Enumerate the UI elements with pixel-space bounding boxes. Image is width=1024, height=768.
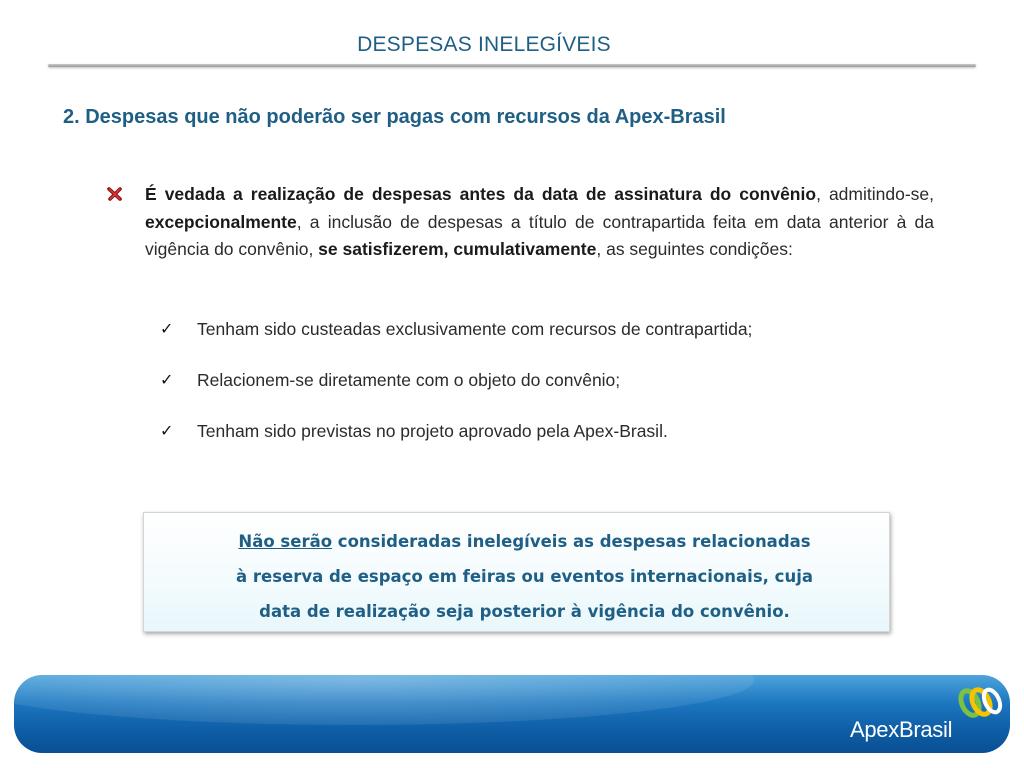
callout-underlined-text: Não serão (238, 532, 333, 551)
brand-logo-text: ApexBrasil (850, 717, 953, 742)
footer-banner (14, 675, 1010, 753)
check-icon: ✓ (160, 321, 174, 338)
check-icon: ✓ (160, 372, 174, 389)
callout-line-3: data de realização seja posterior à vigência do convênio. (259, 602, 790, 621)
slide-title: DESPESAS INELEGÍVEIS (357, 33, 611, 56)
check-icon: ✓ (160, 423, 174, 440)
paragraph-bold-5: se satisfizerem, cumulativamente (318, 239, 597, 259)
red-x-bullet-icon (107, 186, 123, 202)
condition-text: Tenham sido previstas no projeto aprovado pela Apex-Brasil. (197, 421, 668, 441)
paragraph-bold-1: É vedada a realização de despesas antes da data de assinatura do convênio (145, 184, 817, 204)
callout-box (143, 512, 890, 632)
condition-text: Tenham sido custeadas exclusivamente com recursos de contrapartida; (197, 319, 753, 339)
callout-text (170, 524, 879, 629)
title-divider (48, 64, 976, 67)
paragraph-text-6: , as seguintes condições: (596, 239, 793, 259)
condition-text: Relacionem-se diretamente com o objeto do convênio; (197, 370, 621, 390)
apexbrasil-logo-icon (956, 682, 1006, 722)
paragraph-text-4: , a inclusão de despesas a título de contrapartida feita em data anterior à da vigência do convênio, (145, 211, 934, 259)
callout-line-1: consideradas inelegíveis as despesas relacionadas (332, 532, 811, 551)
section-heading: 2. Despesas que não poderão ser pagas com recursos da Apex-Brasil (63, 106, 726, 128)
paragraph-bold-3: excepcionalmente (145, 211, 297, 232)
paragraph-text-2: , admitindo-se, (816, 184, 934, 204)
footer-highlight (14, 675, 754, 725)
callout-line-2: à reserva de espaço em feiras ou eventos internacionais, cuja (235, 567, 813, 586)
main-paragraph (145, 181, 934, 264)
